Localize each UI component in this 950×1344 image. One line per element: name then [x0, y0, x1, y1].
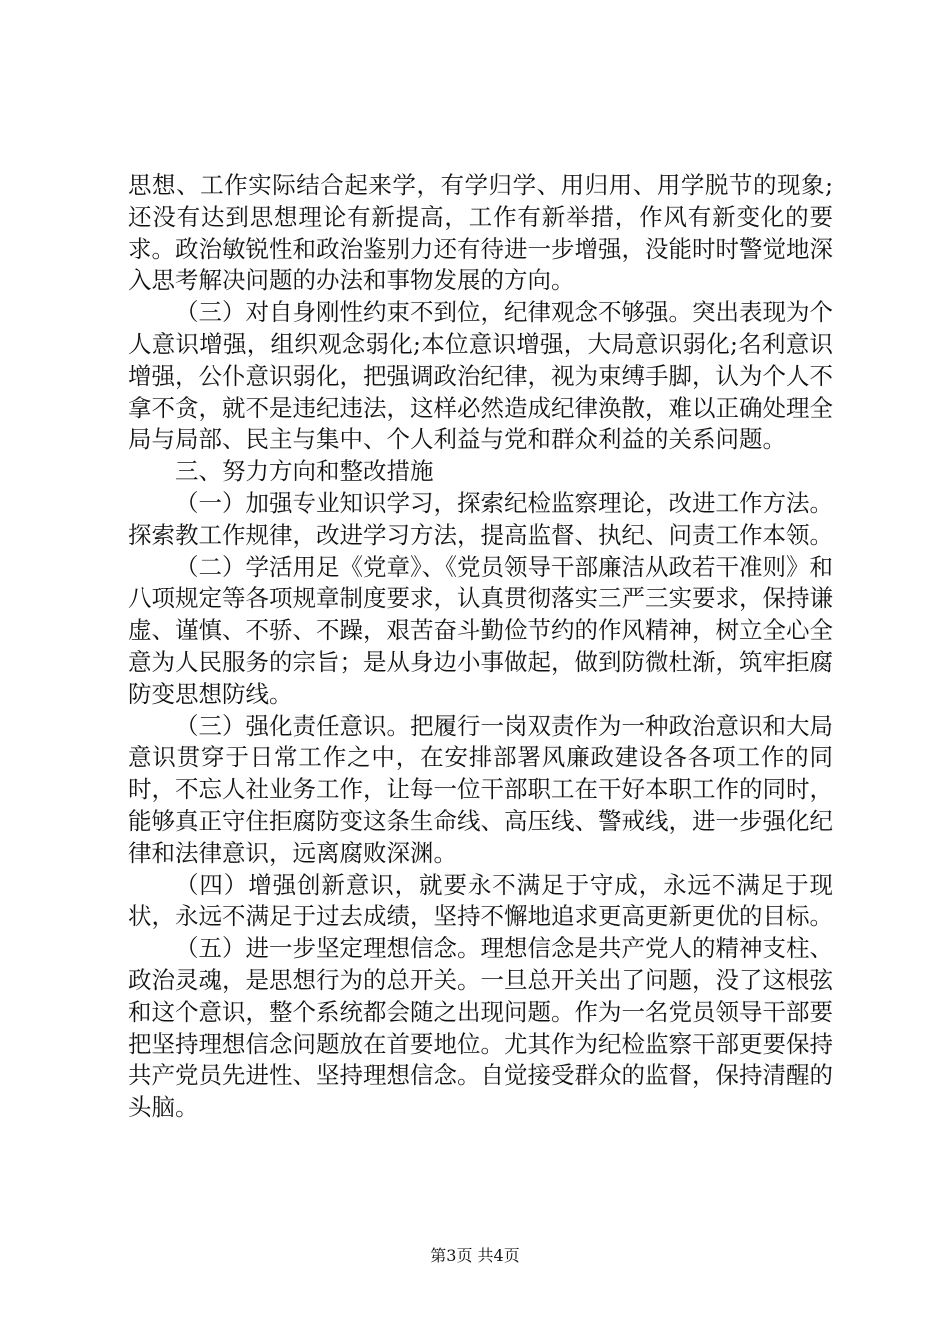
paragraph-measure-3: （三）强化责任意识。把履行一岗双责作为一种政治意识和大局意识贯穿于日常工作之中，在安排部署风廉政建设各各项工作的同时，不忘人社业务工作，让每一位干部职工在干好本职工作的同时，能够真正守住拒腐防变这条生命线、高压线、警戒线，进一步强化纪律和法律意识，远离腐败深渊。	[128, 711, 833, 867]
document-body	[128, 170, 833, 1124]
paragraph-discipline-issue: （三）对自身刚性约束不到位，纪律观念不够强。突出表现为个人意识增强，组织观念弱化;本位意识增强，大局意识弱化;名利意识增强，公仆意识弱化，把强调政治纪律，视为束缚手脚，认为个人不拿不贪，就不是违纪违法，这样必然造成纪律涣散，难以正确处理全局与局部、民主与集中、个人利益与党和群众利益的关系问题。	[128, 298, 833, 454]
paragraph-measure-1: （一）加强专业知识学习，探索纪检监察理论，改进工作方法。探索教工作规律，改进学习方法，提高监督、执纪、问责工作本领。	[128, 488, 833, 549]
section-heading-rectification: 三、努力方向和整改措施	[175, 457, 434, 486]
page-footer: 第3页 共4页	[430, 1246, 520, 1265]
paragraph-measure-2: （二）学活用足《党章》、《党员领导干部廉洁从政若干准则》和八项规定等各项规章制度要求，认真贯彻落实三严三实要求，保持谦虚、谨慎、不骄、不躁，艰苦奋斗勤俭节约的作风精神，树立全心全意为人民服务的宗旨；是从身边小事做起，做到防微杜渐，筑牢拒腐防变思想防线。	[128, 552, 833, 708]
paragraph-measure-5: （五）进一步坚定理想信念。理想信念是共产党人的精神支柱、政治灵魂，是思想行为的总开关。一旦总开关出了问题，没了这根弦和这个意识，整个系统都会随之出现问题。作为一名党员领导干部要把坚持理想信念问题放在首要地位。尤其作为纪检监察干部更要保持共产党员先进性、坚持理想信念。自觉接受群众的监督，保持清醒的头脑。	[128, 934, 833, 1122]
paragraph-continued: 思想、工作实际结合起来学，有学归学、用归用、用学脱节的现象;还没有达到思想理论有新提高，工作有新举措，作风有新变化的要求。政治敏锐性和政治鉴别力还有待进一步增强，没能时时警觉地深入思考解决问题的办法和事物发展的方向。	[128, 171, 833, 295]
paragraph-measure-4: （四）增强创新意识，就要永不满足于守成，永远不满足于现状，永远不满足于过去成绩，坚持不懈地追求更高更新更优的目标。	[128, 870, 833, 931]
